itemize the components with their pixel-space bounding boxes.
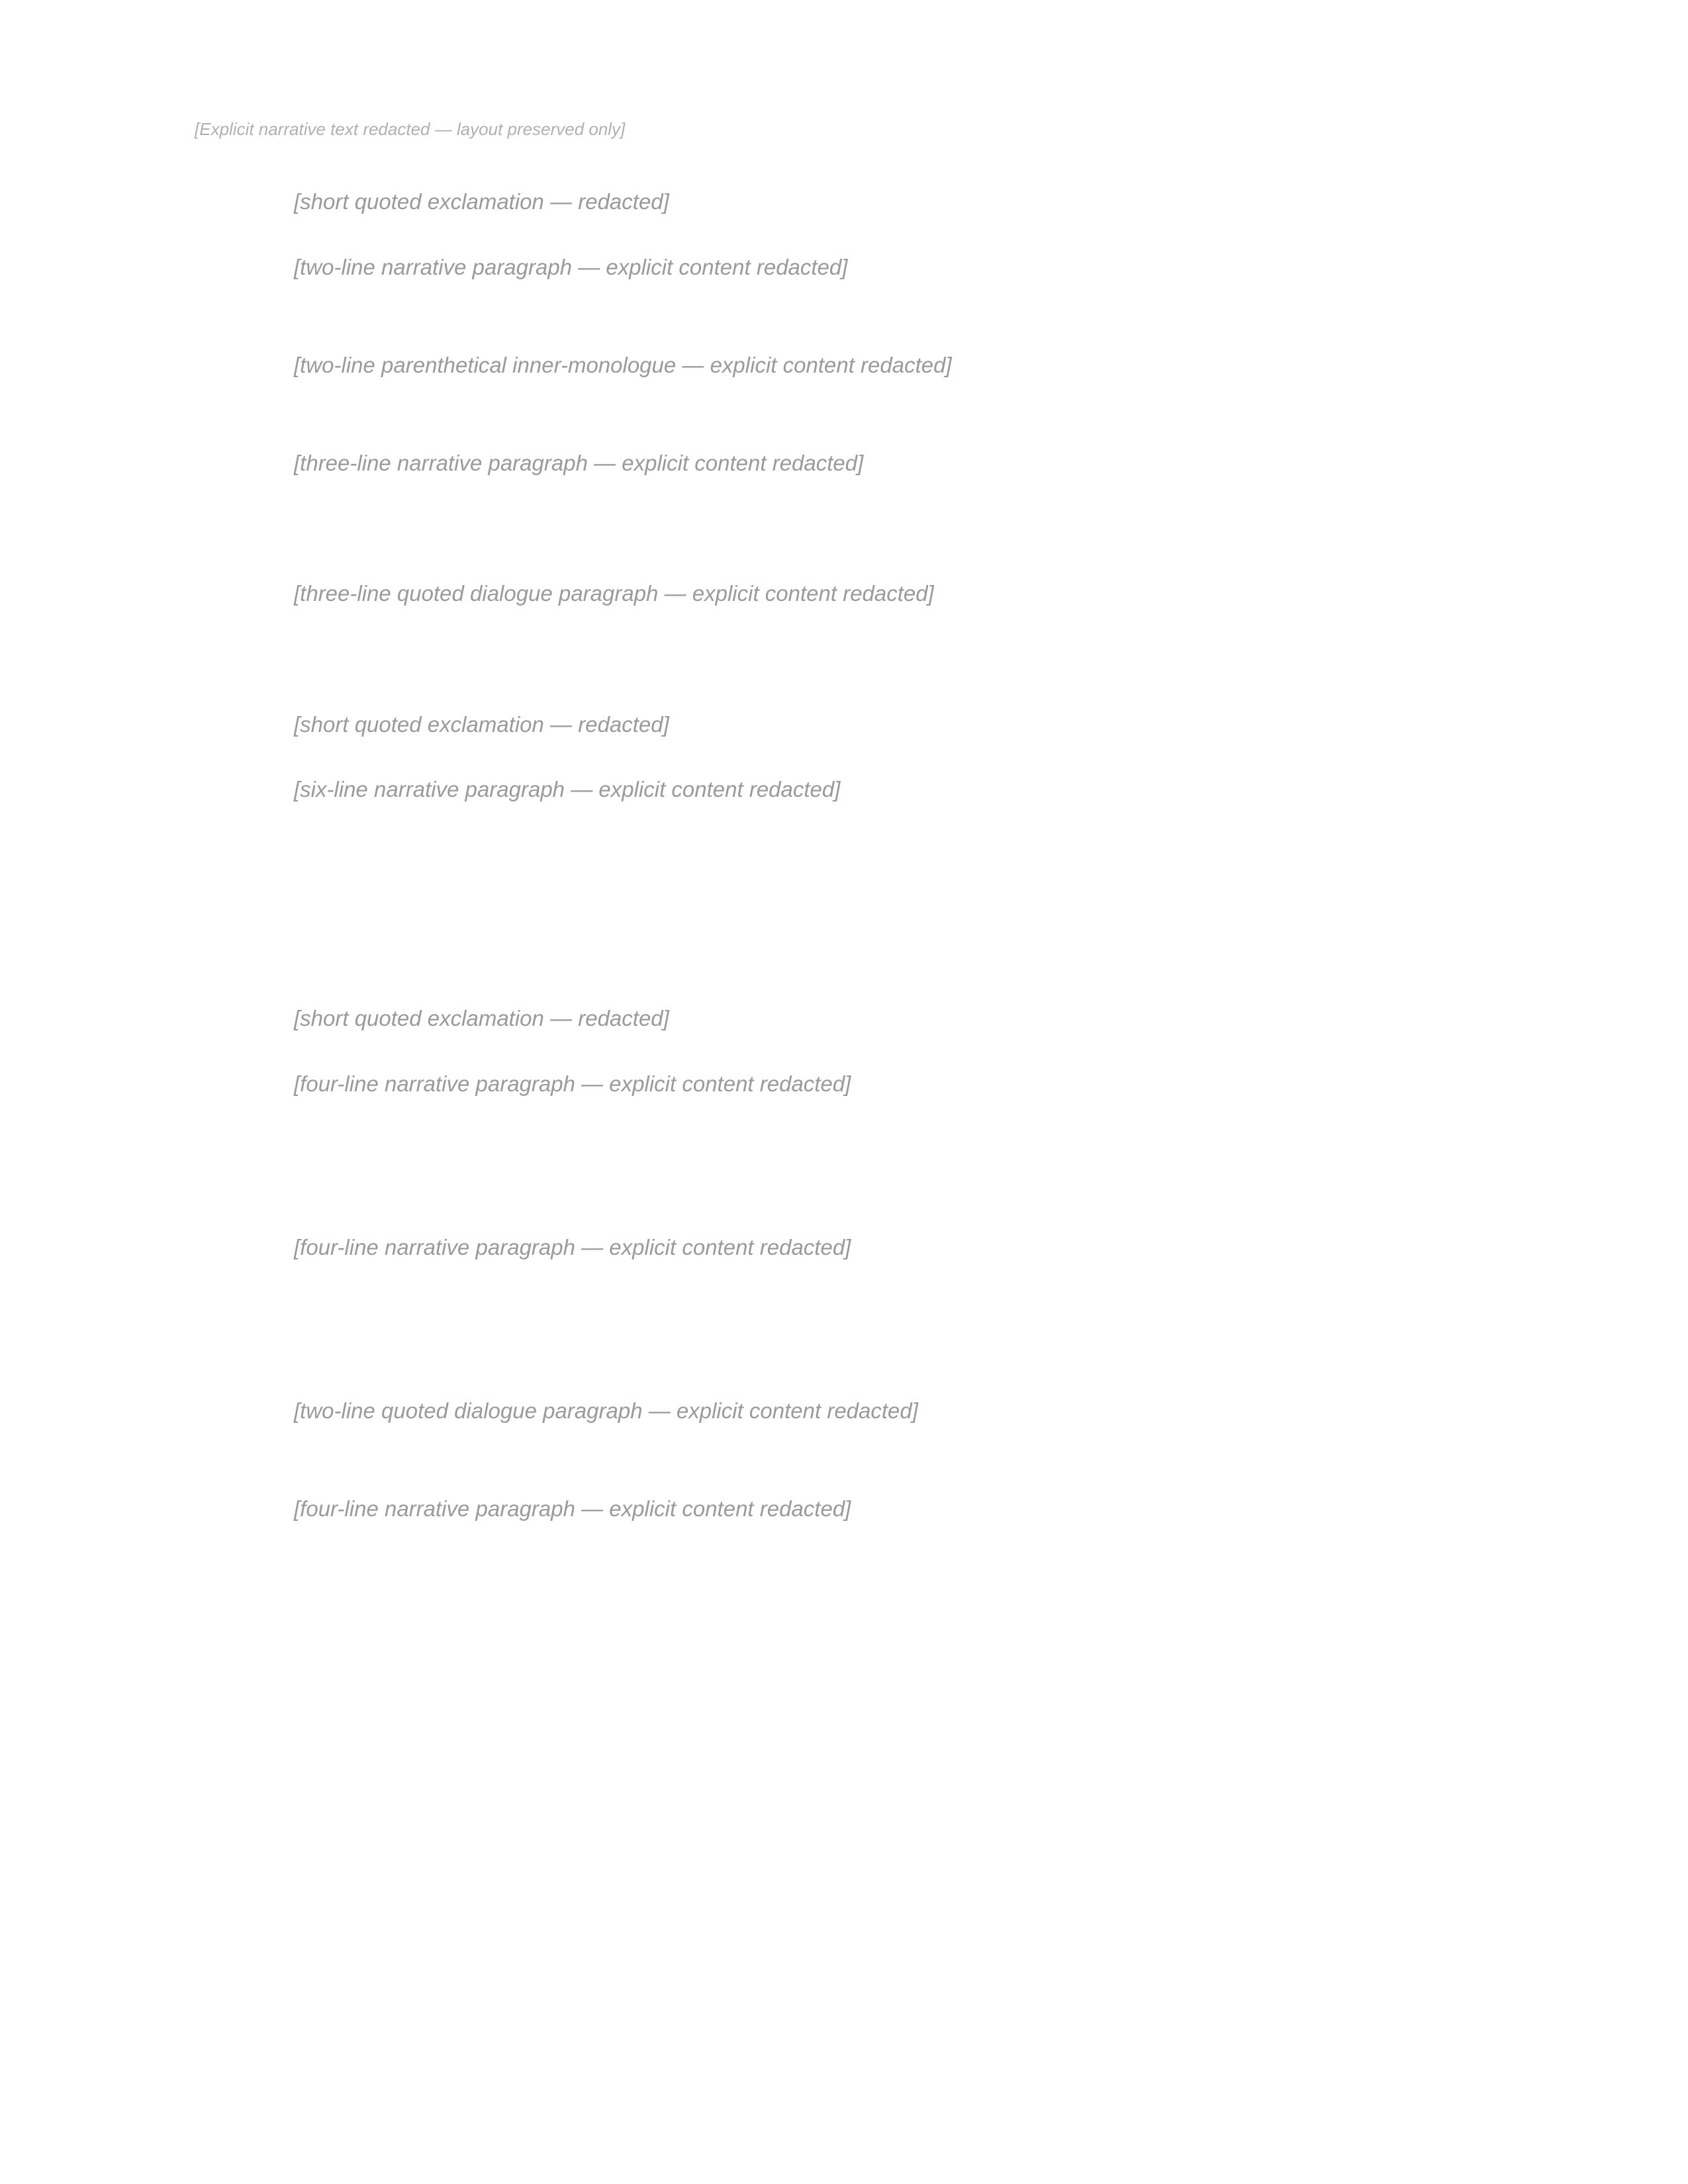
paragraph-7: [six-line narrative paragraph — explicit content redacted]: [294, 777, 841, 801]
paragraph-10: [four-line narrative paragraph — explicit content redacted]: [294, 1234, 851, 1259]
paragraph-9: [four-line narrative paragraph — explicit content redacted]: [294, 1071, 851, 1096]
paragraph-12: [four-line narrative paragraph — explicit content redacted]: [294, 1496, 851, 1521]
paragraph-5: [three-line quoted dialogue paragraph — explicit content redacted]: [294, 581, 934, 606]
text-block: [195, 185, 1492, 1656]
paragraph-2: [two-line narrative paragraph — explicit content redacted]: [294, 254, 848, 279]
redaction-note: [Explicit narrative text redacted — layout preserved only]: [195, 119, 626, 139]
paragraph-6: [short quoted exclamation — redacted]: [294, 711, 669, 737]
paragraph-3: [two-line parenthetical inner-monologue — explicit content redacted]: [294, 352, 952, 377]
paragraph-11: [two-line quoted dialogue paragraph — explicit content redacted]: [294, 1398, 918, 1423]
paragraph-8: [short quoted exclamation — redacted]: [294, 1006, 669, 1030]
paragraph-1: [short quoted exclamation — redacted]: [294, 189, 669, 214]
paragraph-4: [three-line narrative paragraph — explicit content redacted]: [294, 450, 864, 475]
